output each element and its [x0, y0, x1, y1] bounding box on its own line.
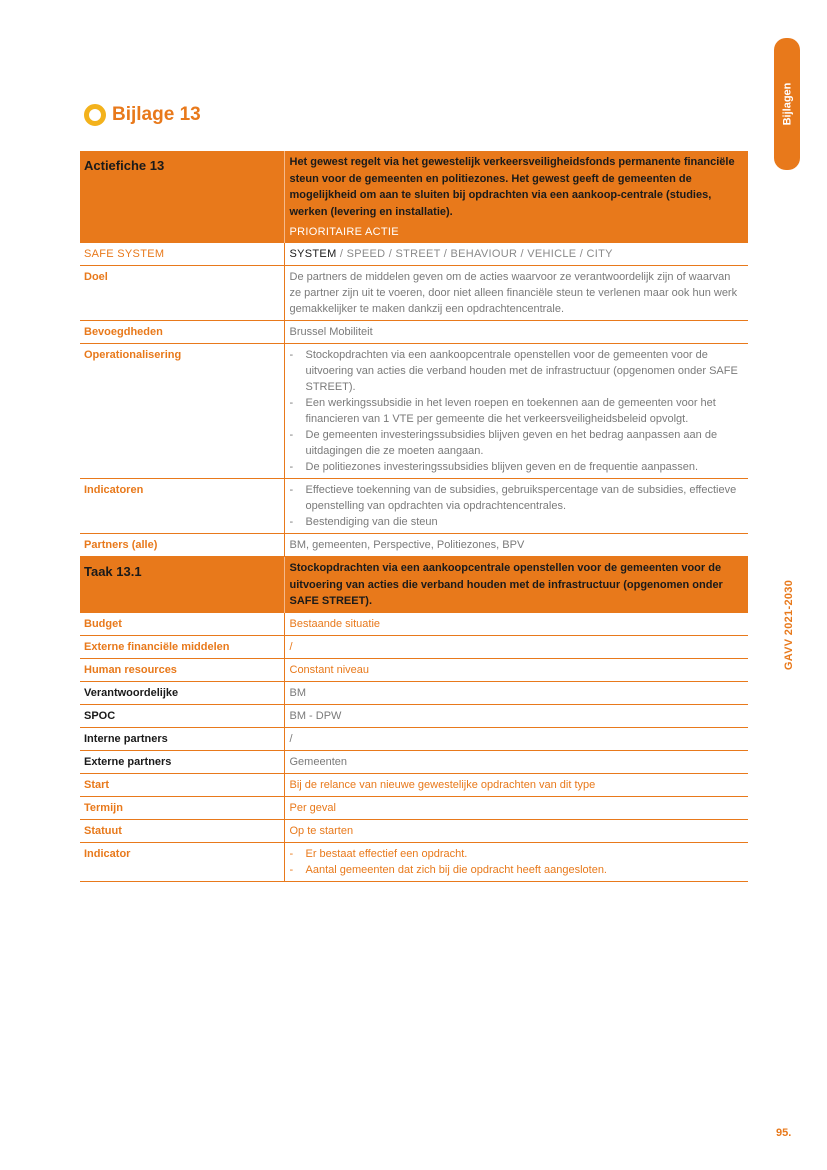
list-item: - Bestendiging van die steun [290, 514, 744, 530]
statuut-label: Statuut [84, 824, 122, 837]
list-item: - De politiezones investeringssubsidies blijven geven en de frequentie aanpassen. [290, 459, 744, 475]
budget-row [80, 613, 748, 636]
taak-text: Stockopdrachten via een aankoopcentrale openstellen voor de gemeenten voor de uitvoering van acties die verband houden met de infrastructuur (opgenomen onder SAFE STREET). [289, 562, 723, 607]
partners-row [80, 534, 748, 557]
safe-system-row [80, 243, 748, 266]
doel-value: De partners de middelen geven om de acties waarvoor ze verantwoordelijk zijn of waarvan ze partner zijn uit te voeren, door niet alleen financiële steun te verlenen maar ook hun werk gemakkelijker te maken dankzij een opdrachtencentrale. [289, 271, 738, 315]
termijn-row [80, 796, 748, 819]
interne-partners-value: / [289, 732, 293, 745]
externe-partners-row [80, 750, 748, 773]
priority-label: PRIORITAIRE ACTIE [289, 226, 399, 238]
list-item: - Er bestaat effectief een opdracht. [290, 846, 744, 862]
start-label: Start [84, 778, 110, 791]
spoc-row [80, 704, 748, 727]
action-sheet-table [80, 151, 748, 882]
bevoegdheden-value: Brussel Mobiliteit [289, 326, 373, 338]
statuut-row [80, 819, 748, 842]
list-item: - Een werkingssubsidie in het leven roepen en toekennen aan de gemeenten voor het financieren van 1 VTE per gemeente die het verkeersveiligheidsbeleid opvolgt. [290, 395, 744, 427]
page-title: Bijlage 13 [112, 104, 201, 125]
externe-partners-value: Gemeenten [289, 755, 347, 768]
side-tab-label[interactable]: Bijlagen [781, 82, 794, 126]
list-item: - Stockopdrachten via een aankoopcentrale openstellen voor de gemeenten voor de uitvoering van acties die verband houden met de infrastructuur (opgenomen onder SAFE STREET). [290, 347, 744, 395]
partners-label: Partners (alle) [84, 539, 158, 551]
budget-value: Bestaande situatie [289, 617, 381, 630]
page-number: 95. [776, 1127, 792, 1139]
externe-financiele-row [80, 635, 748, 658]
bevoegdheden-row [80, 321, 748, 344]
indicator-list [290, 846, 744, 878]
list-item: - De gemeenten investeringssubsidies blijven geven en het bedrag aanpassen aan de uitdagingen die ze moeten aangaan. [290, 427, 744, 459]
doel-label: Doel [84, 271, 108, 283]
human-resources-row [80, 658, 748, 681]
actiefiche-text: Het gewest regelt via het gewestelijk verkeersveiligheidsfonds permanente financiële steun voor de gemeenten en politiezones. Het gewest geeft de gemeenten de mogelijkheid om aan te sluiten bij opdrachten via een aankoop-centrale (studies, werken (levering en installatie). [289, 156, 735, 218]
safe-system-rest: / SPEED / STREET / BEHAVIOUR / VEHICLE / CITY [336, 248, 613, 260]
indicator-row [80, 842, 748, 881]
externe-financiele-label: Externe financiële middelen [84, 640, 230, 653]
externe-financiele-value: / [289, 640, 293, 653]
termijn-value: Per geval [289, 801, 336, 814]
interne-partners-label: Interne partners [84, 732, 168, 745]
taak-label: Taak 13.1 [84, 564, 142, 579]
list-item: - Effectieve toekenning van de subsidies, gebruikspercentage van de subsidies, effectieve openstelling van opdrachten via opdrachtencentrales. [290, 482, 744, 514]
side-plan-label-wrap [776, 570, 802, 680]
indicatoren-label: Indicatoren [84, 484, 144, 496]
termijn-label: Termijn [84, 801, 123, 814]
start-value: Bij de relance van nieuwe gewestelijke opdrachten van dit type [289, 778, 596, 791]
bevoegdheden-label: Bevoegdheden [84, 326, 163, 338]
doel-row [80, 266, 748, 321]
ring-icon [84, 104, 106, 126]
indicator-label: Indicator [84, 847, 131, 860]
side-tab-label-wrap[interactable] [774, 38, 800, 170]
operationalisering-list [290, 347, 744, 475]
operationalisering-row [80, 344, 748, 479]
actiefiche-label: Actiefiche 13 [84, 158, 165, 173]
human-resources-label: Human resources [84, 663, 177, 676]
list-item: - Aantal gemeenten dat zich bij die opdracht heeft aangesloten. [290, 862, 744, 878]
operationalisering-label: Operationalisering [84, 349, 182, 361]
verantwoordelijke-label: Verantwoordelijke [84, 686, 179, 699]
safe-system-label: SAFE SYSTEM [84, 248, 165, 260]
safe-system-active: SYSTEM [289, 248, 337, 260]
spoc-label: SPOC [84, 709, 116, 722]
spoc-value: BM - DPW [289, 709, 342, 722]
partners-value: BM, gemeenten, Perspective, Politiezones, BPV [289, 539, 525, 551]
budget-label: Budget [84, 617, 122, 630]
indicatoren-list [290, 482, 744, 530]
externe-partners-label: Externe partners [84, 755, 172, 768]
actiefiche-row [80, 151, 748, 243]
statuut-value: Op te starten [289, 824, 354, 837]
taak-row [80, 557, 748, 613]
start-row [80, 773, 748, 796]
interne-partners-row [80, 727, 748, 750]
side-plan-label: GAVV 2021-2030 [783, 579, 795, 671]
verantwoordelijke-row [80, 681, 748, 704]
page-heading [84, 104, 201, 126]
verantwoordelijke-value: BM [289, 686, 306, 699]
human-resources-value: Constant niveau [289, 663, 369, 676]
indicatoren-row [80, 479, 748, 534]
